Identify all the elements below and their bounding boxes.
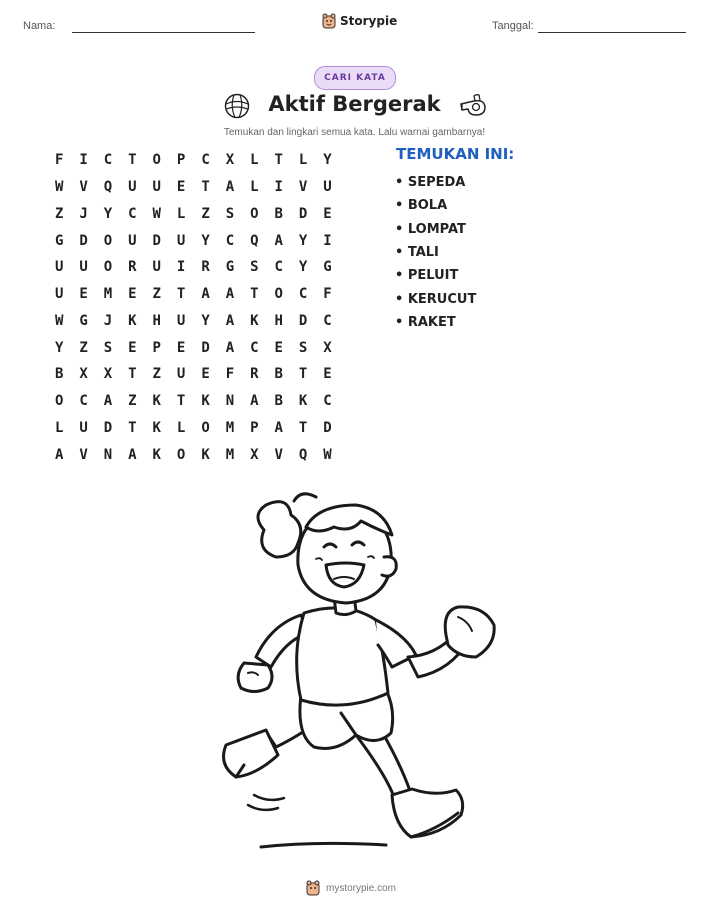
grid-cell[interactable]: C: [225, 232, 235, 249]
grid-cell[interactable]: E: [323, 366, 332, 383]
grid-cell[interactable]: M: [225, 446, 235, 463]
grid-cell[interactable]: Y: [201, 312, 210, 329]
grid-cell[interactable]: L: [250, 179, 259, 196]
word-item: • TALI: [395, 245, 439, 261]
grid-cell[interactable]: W: [54, 179, 64, 196]
category-badge: CARI KATA: [314, 66, 396, 90]
grid-cell[interactable]: X: [323, 339, 332, 356]
grid-cell[interactable]: I: [176, 259, 186, 276]
whistle-icon: [458, 92, 488, 118]
grid-cell[interactable]: O: [54, 393, 64, 410]
grid-cell[interactable]: U: [128, 232, 137, 249]
grid-cell[interactable]: V: [79, 446, 88, 463]
grid-cell[interactable]: D: [323, 419, 332, 436]
grid-cell[interactable]: E: [128, 286, 137, 303]
grid-cell[interactable]: R: [250, 366, 259, 383]
grid-cell[interactable]: K: [152, 419, 161, 436]
grid-cell[interactable]: A: [201, 286, 210, 303]
grid-cell[interactable]: G: [54, 232, 64, 249]
grid-cell[interactable]: E: [274, 339, 283, 356]
grid-cell[interactable]: K: [298, 393, 308, 410]
grid-cell[interactable]: Q: [250, 232, 259, 249]
word-item: • RAKET: [395, 314, 456, 330]
grid-cell[interactable]: T: [128, 152, 137, 169]
grid-cell[interactable]: A: [274, 232, 283, 249]
grid-cell[interactable]: R: [201, 259, 210, 276]
grid-cell[interactable]: A: [225, 179, 235, 196]
grid-cell[interactable]: M: [225, 419, 235, 436]
grid-cell[interactable]: X: [103, 366, 113, 383]
grid-cell[interactable]: T: [274, 152, 283, 169]
grid-cell[interactable]: K: [152, 393, 161, 410]
grid-cell[interactable]: A: [225, 286, 235, 303]
footer: [306, 880, 396, 896]
grid-cell[interactable]: I: [323, 232, 332, 249]
grid-cell[interactable]: D: [298, 312, 308, 329]
grid-cell[interactable]: G: [79, 312, 88, 329]
storypie-mascot-icon: [322, 13, 336, 29]
grid-cell[interactable]: J: [103, 312, 113, 329]
brand-name: Storypie: [340, 14, 398, 28]
grid-cell[interactable]: D: [298, 205, 308, 222]
grid-cell[interactable]: A: [250, 393, 259, 410]
grid-cell[interactable]: F: [225, 366, 235, 383]
storypie-mascot-icon: [306, 880, 320, 896]
grid-cell[interactable]: P: [176, 152, 186, 169]
grid-cell[interactable]: P: [152, 339, 161, 356]
page-title: Aktif Bergerak: [268, 92, 441, 116]
grid-cell[interactable]: X: [225, 152, 235, 169]
grid-cell[interactable]: D: [201, 339, 210, 356]
grid-cell[interactable]: K: [201, 393, 210, 410]
word-item: • LOMPAT: [395, 221, 466, 237]
grid-cell[interactable]: W: [152, 205, 161, 222]
grid-cell[interactable]: L: [176, 205, 186, 222]
grid-cell[interactable]: O: [152, 152, 161, 169]
grid-cell[interactable]: T: [128, 366, 137, 383]
grid-cell[interactable]: C: [250, 339, 259, 356]
grid-cell[interactable]: Y: [298, 232, 308, 249]
word-item: • BOLA: [395, 198, 448, 214]
brand-logo: [322, 13, 397, 29]
grid-cell[interactable]: E: [201, 366, 210, 383]
grid-cell[interactable]: T: [298, 366, 308, 383]
grid-cell[interactable]: Z: [79, 339, 88, 356]
grid-cell[interactable]: U: [176, 312, 186, 329]
grid-cell[interactable]: R: [128, 259, 137, 276]
word-item: • SEPEDA: [395, 175, 466, 191]
grid-cell[interactable]: S: [298, 339, 308, 356]
date-line[interactable]: [538, 32, 686, 33]
grid-cell[interactable]: U: [79, 259, 88, 276]
grid-cell[interactable]: E: [323, 205, 332, 222]
grid-cell[interactable]: C: [298, 286, 308, 303]
grid-cell[interactable]: B: [274, 366, 283, 383]
grid-cell[interactable]: L: [54, 419, 64, 436]
grid-cell[interactable]: A: [274, 419, 283, 436]
word-list: [395, 171, 476, 334]
grid-cell[interactable]: H: [152, 312, 161, 329]
grid-cell[interactable]: U: [128, 179, 137, 196]
name-line[interactable]: [72, 32, 255, 33]
grid-cell[interactable]: Z: [152, 366, 161, 383]
grid-cell[interactable]: L: [176, 419, 186, 436]
grid-cell[interactable]: O: [250, 205, 259, 222]
grid-cell[interactable]: X: [250, 446, 259, 463]
grid-cell[interactable]: M: [103, 286, 113, 303]
grid-cell[interactable]: A: [225, 312, 235, 329]
word-search-grid[interactable]: [47, 147, 340, 468]
grid-cell[interactable]: H: [274, 312, 283, 329]
grid-cell[interactable]: U: [323, 179, 332, 196]
instructions: Temukan dan lingkari semua kata. Lalu warnai gambarnya!: [223, 127, 486, 138]
grid-cell[interactable]: K: [152, 446, 161, 463]
grid-cell[interactable]: N: [225, 393, 235, 410]
grid-cell[interactable]: B: [274, 393, 283, 410]
grid-cell[interactable]: Z: [54, 205, 64, 222]
grid-cell[interactable]: G: [323, 259, 332, 276]
grid-cell[interactable]: O: [274, 286, 283, 303]
grid-cell[interactable]: K: [250, 312, 259, 329]
grid-cell[interactable]: Y: [54, 339, 64, 356]
grid-cell[interactable]: X: [79, 366, 88, 383]
grid-cell[interactable]: V: [79, 179, 88, 196]
grid-cell[interactable]: N: [103, 446, 113, 463]
grid-cell[interactable]: Y: [323, 152, 332, 169]
grid-cell[interactable]: L: [298, 152, 308, 169]
grid-cell[interactable]: O: [176, 446, 186, 463]
grid-cell[interactable]: E: [176, 339, 186, 356]
grid-cell[interactable]: T: [201, 179, 210, 196]
grid-cell[interactable]: U: [176, 232, 186, 249]
grid-cell[interactable]: B: [274, 205, 283, 222]
grid-cell[interactable]: U: [54, 286, 64, 303]
grid-cell[interactable]: Y: [201, 232, 210, 249]
grid-cell[interactable]: T: [298, 419, 308, 436]
grid-cell[interactable]: D: [152, 232, 161, 249]
find-title: TEMUKAN INI:: [396, 145, 515, 163]
grid-cell[interactable]: T: [128, 419, 137, 436]
running-girl-illustration[interactable]: [196, 485, 506, 855]
grid-cell[interactable]: K: [128, 312, 137, 329]
grid-cell[interactable]: T: [176, 286, 186, 303]
grid-cell[interactable]: S: [250, 259, 259, 276]
grid-cell[interactable]: L: [250, 152, 259, 169]
grid-cell[interactable]: Z: [128, 393, 137, 410]
grid-cell[interactable]: Y: [298, 259, 308, 276]
grid-cell[interactable]: F: [54, 152, 64, 169]
grid-cell[interactable]: C: [201, 152, 210, 169]
footer-url[interactable]: mystorypie.com: [326, 882, 397, 894]
grid-cell[interactable]: O: [103, 232, 113, 249]
grid-cell[interactable]: P: [250, 419, 259, 436]
grid-cell[interactable]: U: [54, 259, 64, 276]
grid-cell[interactable]: A: [225, 339, 235, 356]
grid-cell[interactable]: C: [323, 393, 332, 410]
word-item: • PELUIT: [395, 268, 459, 284]
grid-cell[interactable]: Q: [103, 179, 113, 196]
grid-cell[interactable]: U: [176, 366, 186, 383]
grid-cell[interactable]: Z: [152, 286, 161, 303]
word-item: • KERUCUT: [395, 291, 477, 307]
grid-cell[interactable]: V: [274, 446, 283, 463]
grid-cell[interactable]: I: [79, 152, 88, 169]
grid-cell[interactable]: S: [103, 339, 113, 356]
grid-cell[interactable]: O: [201, 419, 210, 436]
grid-cell[interactable]: A: [103, 393, 113, 410]
grid-cell[interactable]: O: [103, 259, 113, 276]
name-label: Nama:: [23, 20, 56, 32]
grid-cell[interactable]: E: [79, 286, 88, 303]
grid-cell[interactable]: V: [298, 179, 308, 196]
grid-cell[interactable]: Q: [298, 446, 308, 463]
grid-cell[interactable]: C: [128, 205, 137, 222]
grid-cell[interactable]: E: [128, 339, 137, 356]
grid-cell[interactable]: S: [225, 205, 235, 222]
grid-cell[interactable]: G: [225, 259, 235, 276]
grid-cell[interactable]: A: [54, 446, 64, 463]
grid-cell[interactable]: F: [323, 286, 332, 303]
grid-cell[interactable]: I: [274, 179, 283, 196]
grid-cell[interactable]: W: [54, 312, 64, 329]
grid-cell[interactable]: Z: [201, 205, 210, 222]
grid-cell[interactable]: D: [79, 232, 88, 249]
grid-cell[interactable]: B: [54, 366, 64, 383]
grid-cell[interactable]: U: [152, 259, 161, 276]
grid-cell[interactable]: C: [323, 312, 332, 329]
date-label: Tanggal:: [492, 20, 534, 32]
grid-cell[interactable]: U: [152, 179, 161, 196]
grid-cell[interactable]: C: [274, 259, 283, 276]
grid-cell[interactable]: E: [176, 179, 186, 196]
grid-cell[interactable]: C: [79, 393, 88, 410]
grid-cell[interactable]: T: [250, 286, 259, 303]
grid-cell[interactable]: W: [323, 446, 332, 463]
grid-cell[interactable]: C: [103, 152, 113, 169]
grid-cell[interactable]: K: [201, 446, 210, 463]
grid-cell[interactable]: J: [79, 205, 88, 222]
grid-cell[interactable]: Y: [103, 205, 113, 222]
grid-cell[interactable]: A: [128, 446, 137, 463]
grid-cell[interactable]: D: [103, 419, 113, 436]
grid-cell[interactable]: T: [176, 393, 186, 410]
grid-cell[interactable]: U: [79, 419, 88, 436]
